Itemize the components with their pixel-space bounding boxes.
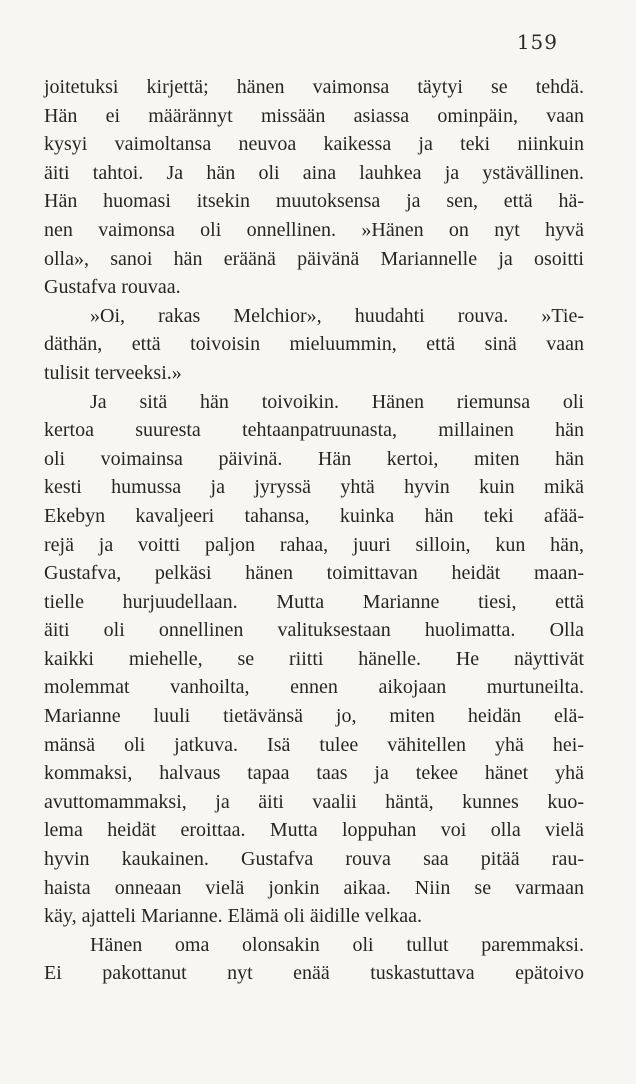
text-line: Hänen oma olonsakin oli tullut paremmaksi. bbox=[90, 933, 584, 956]
text-line: kommaksi, halvaus tapaa taas ja tekee hänet yhä bbox=[44, 762, 584, 785]
text-line: joitetuksi kirjettä; hänen vaimonsa täytyi se tehdä. bbox=[44, 76, 584, 98]
text-line: Gustafva, pelkäsi hänen toimittavan heidät maan- bbox=[44, 562, 584, 585]
text-line: äiti oli onnellinen valituksestaan huolimatta. Olla bbox=[44, 619, 584, 642]
text-line: Hän huomasi itsekin muutoksensa ja sen, että hä- bbox=[44, 190, 584, 213]
text-line: rejä ja voitti paljon rahaa, juuri silloin, kun hän, bbox=[44, 533, 584, 556]
text-line: molemmat vanhoilta, ennen aikojaan murtuneilta. bbox=[44, 676, 584, 699]
text-line: äiti tahtoi. Ja hän oli aina lauhkea ja ystävällinen. bbox=[44, 161, 584, 184]
text-line: nen vaimonsa oli onnellinen. »Hänen on nyt hyvä bbox=[44, 218, 584, 241]
text-line: tielle hurjuudellaan. Mutta Marianne tiesi, että bbox=[44, 590, 584, 613]
text-line: mänsä oli jatkuva. Isä tulee vähitellen yhä hei- bbox=[44, 733, 584, 756]
body-text bbox=[44, 73, 584, 988]
page-number: 159 bbox=[516, 30, 558, 54]
text-line: käy, ajatteli Marianne. Elämä oli äidille velkaa. bbox=[44, 905, 422, 928]
text-line: »Oi, rakas Melchior», huudahti rouva. »Tie- bbox=[90, 304, 584, 327]
text-line: kaikki miehelle, se riitti hänelle. He näyttivät bbox=[44, 647, 584, 670]
text-line: hyvin kaukainen. Gustafva rouva saa pitää rau- bbox=[44, 848, 584, 871]
text-line: Hän ei määrännyt missään asiassa ominpäin, vaan bbox=[44, 104, 584, 127]
text-line: Ei pakottanut nyt enää tuskastuttava epätoivo bbox=[44, 962, 584, 985]
text-line: olla», sanoi hän eräänä päivänä Mariannelle ja osoitti bbox=[44, 247, 584, 270]
text-line: däthän, että toivoisin mieluummin, että sinä vaan bbox=[44, 333, 584, 356]
text-line: Ekebyn kavaljeeri tahansa, kuinka hän teki afää- bbox=[44, 504, 584, 527]
text-line: kertoa suuresta tehtaanpatruunasta, millainen hän bbox=[44, 419, 584, 442]
text-line: avuttomammaksi, ja äiti vaalii häntä, kunnes kuo- bbox=[44, 790, 584, 813]
text-line: Marianne luuli tietävänsä jo, miten heidän elä- bbox=[44, 705, 584, 728]
text-line: tulisit terveeksi.» bbox=[44, 361, 182, 384]
text-line: kesti humussa ja jyryssä yhtä hyvin kuin mikä bbox=[44, 476, 584, 499]
text-line: Gustafva rouvaa. bbox=[44, 276, 181, 299]
text-line: Ja sitä hän toivoikin. Hänen riemunsa oli bbox=[90, 390, 584, 413]
text-line: lema heidät eroittaa. Mutta loppuhan voi olla vielä bbox=[44, 819, 584, 842]
text-line: oli voimainsa päivinä. Hän kertoi, miten hän bbox=[44, 447, 584, 470]
text-line: haista onneaan vielä jonkin aikaa. Niin se varmaan bbox=[44, 876, 584, 899]
text-line: kysyi vaimoltansa neuvoa kaikessa ja teki niinkuin bbox=[44, 133, 584, 156]
